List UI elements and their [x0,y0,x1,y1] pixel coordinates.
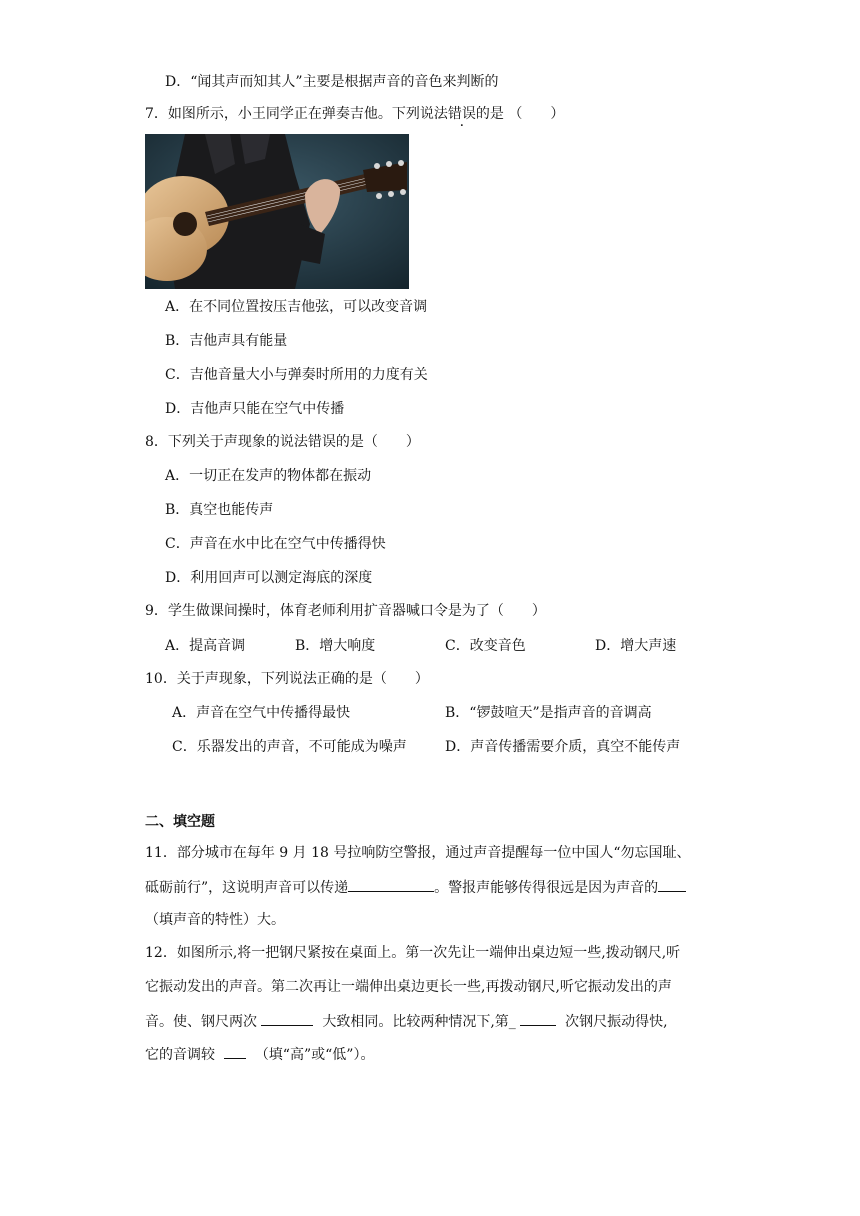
q7-stem-part2: 的是 （ ） [475,106,565,122]
guitar-photo [145,134,409,289]
q11-line2-part2: 。警报声能够传得很远是因为声音的 [434,880,659,896]
q12-blank-2[interactable] [520,1011,556,1026]
q12-line4 [145,1044,374,1065]
q8-option-b: B．真空也能传声 [165,502,274,518]
q7-option-c: C．吉他音量大小与弹奏时所用的力度有关 [165,367,428,383]
q12-line3-part2: 大致相同。比较两种情况下,第_ [322,1014,516,1030]
q10-option-c: C．乐器发出的声音，不可能成为噪声 [172,739,407,755]
q10-stem: 10．关于声现象，下列说法正确的是（ ） [145,671,429,687]
q12-blank-3[interactable] [224,1044,246,1059]
guitar-illustration [145,134,409,289]
q11-blank-1[interactable] [348,877,434,892]
q11-line2-part1: 砥砺前行”，这说明声音可以传递 [145,880,349,896]
q12-line1: 12．如图所示,将一把钢尺紧按在桌面上。第一次先让一端伸出桌边短一些,拨动钢尺,听 [145,945,681,961]
q7-option-a: A．在不同位置按压吉他弦，可以改变音调 [165,299,428,315]
q9-stem: 9．学生做课间操时，体育老师利用扩音器喊口令是为了（ ） [145,603,546,619]
q10-option-b: B．“锣鼓喧天”是指声音的音调高 [445,705,652,721]
q12-line3-part3: 次钢尺振动得快, [565,1014,668,1030]
q11-line2 [145,877,686,898]
q8-option-c: C．声音在水中比在空气中传播得快 [165,536,386,552]
q9-option-a: A．提高音调 [165,638,246,654]
q9-option-d: D．增大声速 [595,638,677,654]
q6-option-d: D．“闻其声而知其人”主要是根据声音的音色来判断的 [165,74,499,90]
q12-line4-part2: （填“高”或“低”）。 [254,1047,375,1063]
q12-blank-1[interactable] [261,1011,313,1026]
q7-option-d: D．吉他声只能在空气中传播 [165,401,345,417]
q12-line4-part1: 它的音调较 [145,1047,215,1063]
q11-blank-2[interactable] [658,877,686,892]
q12-line2: 它振动发出的声音。第二次再让一端伸出桌边更长一些,再拨动钢尺,听它振动发出的声 [145,979,672,995]
q9-option-c: C．改变音色 [445,638,526,654]
q7-option-b: B．吉他声具有能量 [165,333,288,349]
q10-option-a: A．声音在空气中传播得最快 [172,705,351,721]
q12-line3 [145,1011,668,1032]
q7-stem-emphasis: 错误 [447,106,476,122]
q9-option-b: B．增大响度 [295,638,376,654]
q8-stem: 8．下列关于声现象的说法错误的是（ ） [145,434,420,450]
section-title: 二、填空题 [145,814,215,830]
q7-stem [145,104,564,124]
q11-line3: （填声音的特性）大。 [145,912,285,928]
q12-line3-part1: 音。使、钢尺两次 [145,1014,257,1030]
q10-option-d: D．声音传播需要介质，真空不能传声 [445,739,681,755]
q7-stem-part1: 7．如图所示，小王同学正在弹奏吉他。下列说法 [145,106,448,122]
q8-option-a: A．一切正在发声的物体都在振动 [165,468,372,484]
q8-option-d: D．利用回声可以测定海底的深度 [165,570,373,586]
q11-line1: 11．部分城市在每年 9 月 18 号拉响防空警报，通过声音提醒每一位中国人“勿忘国耻、 [145,845,691,861]
